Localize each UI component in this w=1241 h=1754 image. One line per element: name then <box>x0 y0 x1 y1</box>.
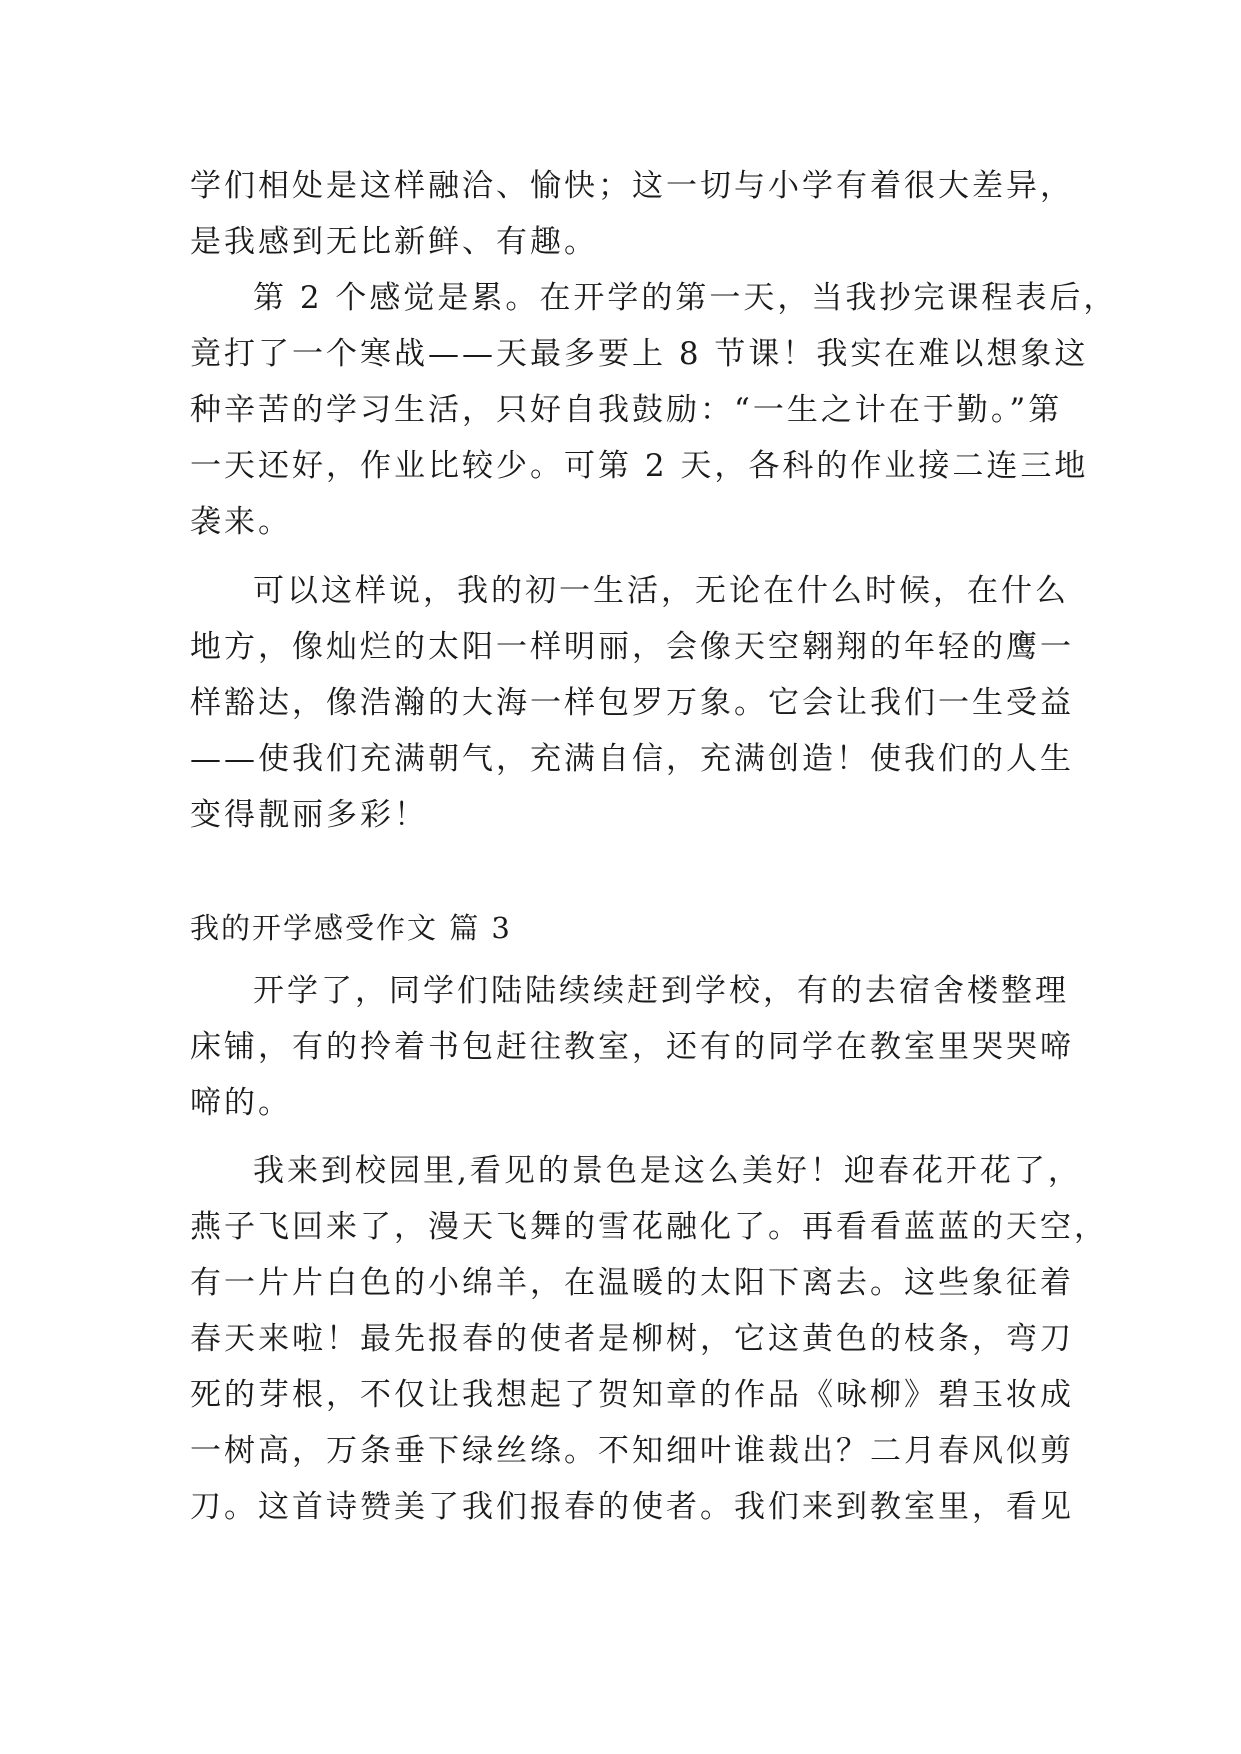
paragraph-line: 变得靓丽多彩！ <box>190 797 428 833</box>
paragraph-line: 样豁达，像浩瀚的大海一样包罗万象。它会让我们一生受益 <box>190 685 1074 721</box>
paragraph-line: 学们相处是这样融洽、愉快；这一切与小学有着很大差异， <box>190 168 1074 204</box>
paragraph-line: 种辛苦的学习生活，只好自我鼓励：“一生之计在于勤。”第 <box>190 392 1063 428</box>
paragraph-line: 地方，像灿烂的太阳一样明丽，会像天空翱翔的年轻的鹰一 <box>190 629 1074 665</box>
paragraph-line: 开学了，同学们陆陆续续赶到学校，有的去宿舍楼整理 <box>253 973 1069 1009</box>
paragraph-line: 是我感到无比新鲜、有趣。 <box>190 224 598 260</box>
paragraph-line: ——使我们充满朝气，充满自信，充满创造！使我们的人生 <box>190 741 1074 777</box>
paragraph-line: 袭来。 <box>190 504 292 540</box>
paragraph-line: 可以这样说，我的初一生活，无论在什么时候，在什么 <box>253 573 1069 609</box>
section-heading: 我的开学感受作文 篇 3 <box>190 911 512 945</box>
paragraph-line: 有一片片白色的小绵羊，在温暖的太阳下离去。这些象征着 <box>190 1265 1074 1301</box>
paragraph-line: 一树高，万条垂下绿丝绦。不知细叶谁裁出？二月春风似剪 <box>190 1433 1074 1469</box>
paragraph-line: 床铺，有的拎着书包赶往教室，还有的同学在教室里哭哭啼 <box>190 1029 1074 1065</box>
paragraph-line: 啼的。 <box>190 1085 292 1121</box>
paragraph-line: 我来到校园里,看见的景色是这么美好！迎春花开花了， <box>253 1153 1082 1189</box>
paragraph-line: 刀。这首诗赞美了我们报春的使者。我们来到教室里，看见 <box>190 1489 1074 1525</box>
paragraph-line: 死的芽根，不仅让我想起了贺知章的作品《咏柳》碧玉妆成 <box>190 1377 1074 1413</box>
paragraph-line: 竟打了一个寒战——天最多要上 8 节课！我实在难以想象这 <box>190 336 1089 372</box>
paragraph-line: 第 2 个感觉是累。在开学的第一天，当我抄完课程表后， <box>253 280 1118 316</box>
paragraph-line: 春天来啦！最先报春的使者是柳树，它这黄色的枝条，弯刀 <box>190 1321 1074 1357</box>
paragraph-line: 一天还好，作业比较少。可第 2 天，各科的作业接二连三地 <box>190 448 1089 484</box>
paragraph-line: 燕子飞回来了，漫天飞舞的雪花融化了。再看看蓝蓝的天空， <box>190 1209 1108 1245</box>
